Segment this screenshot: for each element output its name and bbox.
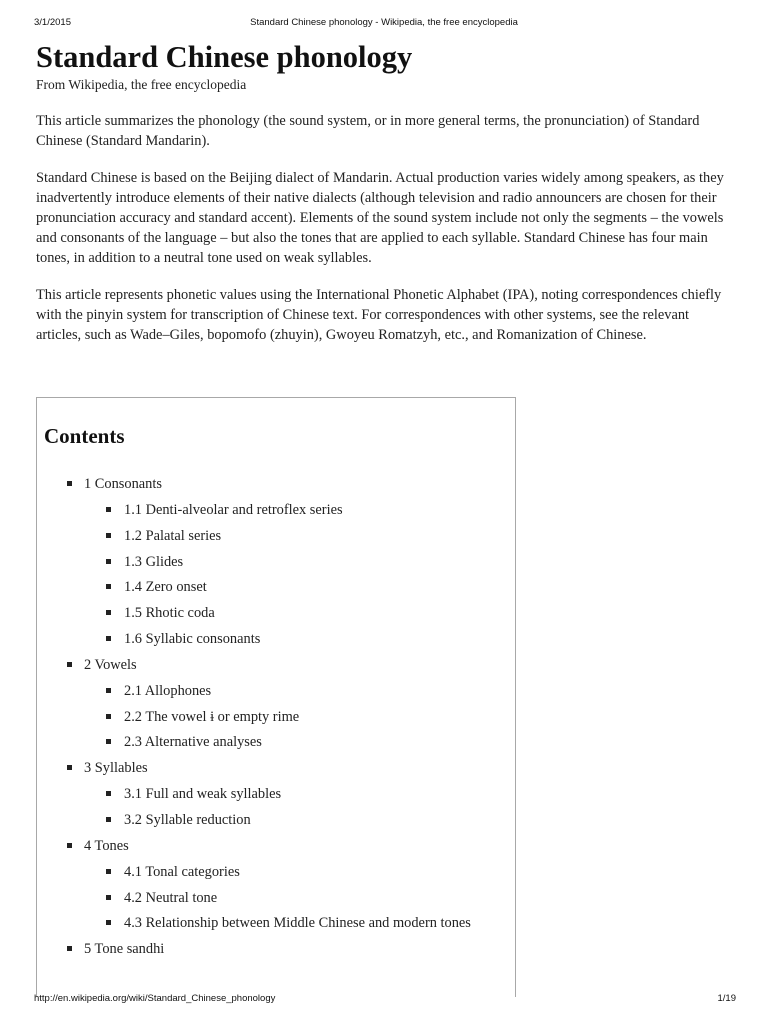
bullet-icon bbox=[106, 584, 111, 589]
toc-item[interactable] bbox=[37, 836, 515, 862]
toc-link[interactable]: 4.1 Tonal categories bbox=[124, 863, 240, 880]
toc-item[interactable] bbox=[37, 862, 515, 888]
bullet-icon bbox=[106, 895, 111, 900]
toc-item[interactable] bbox=[37, 810, 515, 836]
bullet-icon bbox=[106, 636, 111, 641]
bullet-icon bbox=[106, 559, 111, 564]
table-of-contents bbox=[36, 397, 516, 997]
toc-link[interactable]: 2.3 Alternative analyses bbox=[124, 734, 262, 751]
intro-paragraph-3: This article represents phonetic values using the International Phonetic Alphabet (IPA), noting correspondences chiefly with the pinyin system for transcription of Chinese text. For correspondences with other systems, see the relevant articles, such as Wade–Giles, bopomofo (zhuyin), Gwoyeu Romatzyh, etc., and Romanization of Chinese. bbox=[36, 287, 722, 343]
bullet-icon bbox=[106, 869, 111, 874]
toc-link[interactable]: 2 Vowels bbox=[84, 656, 137, 673]
bullet-icon bbox=[106, 507, 111, 512]
toc-link[interactable]: 1 Consonants bbox=[84, 476, 162, 492]
toc-link[interactable]: 4.3 Relationship between Middle Chinese and modern tones bbox=[124, 915, 471, 932]
toc-item[interactable] bbox=[37, 707, 515, 733]
toc-list bbox=[37, 474, 515, 965]
toc-link[interactable]: 2.1 Allophones bbox=[124, 682, 212, 699]
toc-link[interactable]: 3.2 Syllable reduction bbox=[124, 811, 251, 828]
toc-item[interactable] bbox=[37, 681, 515, 707]
print-header bbox=[34, 17, 734, 31]
toc-link[interactable]: 2.2 The vowel ɨ or empty rime bbox=[124, 708, 300, 725]
toc-item[interactable] bbox=[37, 732, 515, 758]
print-url: http://en.wikipedia.org/wiki/Standard_Chinese_phonology bbox=[34, 993, 276, 1004]
bullet-icon bbox=[67, 946, 72, 951]
toc-item[interactable] bbox=[37, 784, 515, 810]
toc-item[interactable] bbox=[37, 939, 515, 965]
print-footer bbox=[34, 993, 736, 1007]
bullet-icon bbox=[67, 765, 72, 770]
site-subtitle: From Wikipedia, the free encyclopedia bbox=[36, 77, 247, 92]
print-page-title: Standard Chinese phonology - Wikipedia, the free encyclopedia bbox=[250, 17, 518, 28]
bullet-icon bbox=[106, 817, 111, 822]
intro-paragraph-1: This article summarizes the phonology (the sound system, or in more general terms, the pronunciation) of Standard Chinese (Standard Mandarin). bbox=[36, 113, 700, 149]
toc-title: Contents bbox=[44, 424, 125, 448]
bullet-icon bbox=[106, 791, 111, 796]
toc-item[interactable] bbox=[37, 577, 515, 603]
print-page-number: 1/19 bbox=[717, 993, 736, 1004]
article-title: Standard Chinese phonology bbox=[36, 40, 413, 74]
toc-item[interactable] bbox=[37, 758, 515, 784]
bullet-icon bbox=[106, 920, 111, 925]
toc-item[interactable] bbox=[37, 655, 515, 681]
toc-item[interactable] bbox=[37, 888, 515, 914]
bullet-icon bbox=[67, 481, 72, 486]
bullet-icon bbox=[106, 739, 111, 744]
intro-paragraph-2: Standard Chinese is based on the Beijing dialect of Mandarin. Actual production varies widely among speakers, as they inadvertently introduce elements of their native dialects (although television and radio announcers are chosen for their pronunciation accuracy and standard accent). Elements of the sound system include not only the segments – the vowels and consonants of the language – but also the tones that are applied to each syllable. Standard Chinese has four main tones, in addition to a neutral tone used on weak syllables. bbox=[36, 170, 724, 266]
toc-link[interactable]: 4.2 Neutral tone bbox=[124, 889, 218, 906]
toc-link[interactable]: 1.6 Syllabic consonants bbox=[124, 631, 261, 648]
toc-item[interactable] bbox=[37, 603, 515, 629]
toc-link[interactable]: 4 Tones bbox=[84, 837, 129, 854]
bullet-icon bbox=[106, 533, 111, 538]
toc-item[interactable] bbox=[37, 913, 515, 939]
article-content bbox=[36, 38, 736, 345]
toc-item[interactable] bbox=[37, 629, 515, 655]
print-date: 3/1/2015 bbox=[34, 17, 71, 28]
toc-link[interactable]: 5 Tone sandhi bbox=[84, 941, 165, 958]
toc-link[interactable]: 1.5 Rhotic coda bbox=[124, 605, 215, 622]
toc-link[interactable]: 3.1 Full and weak syllables bbox=[124, 786, 282, 803]
bullet-icon bbox=[106, 688, 111, 693]
toc-link[interactable]: 1.4 Zero onset bbox=[124, 579, 207, 596]
toc-link[interactable]: 1.2 Palatal series bbox=[124, 527, 222, 544]
bullet-icon bbox=[106, 610, 111, 615]
toc-link[interactable]: 1.3 Glides bbox=[124, 553, 184, 570]
bullet-icon bbox=[106, 714, 111, 719]
toc-item[interactable] bbox=[37, 552, 515, 578]
bullet-icon bbox=[67, 843, 72, 848]
toc-item[interactable] bbox=[37, 500, 515, 526]
toc-item[interactable] bbox=[37, 526, 515, 552]
toc-link[interactable]: 1.1 Denti-alveolar and retroflex series bbox=[124, 501, 343, 518]
toc-item[interactable] bbox=[37, 474, 515, 500]
toc-link[interactable]: 3 Syllables bbox=[84, 760, 148, 777]
bullet-icon bbox=[67, 662, 72, 667]
